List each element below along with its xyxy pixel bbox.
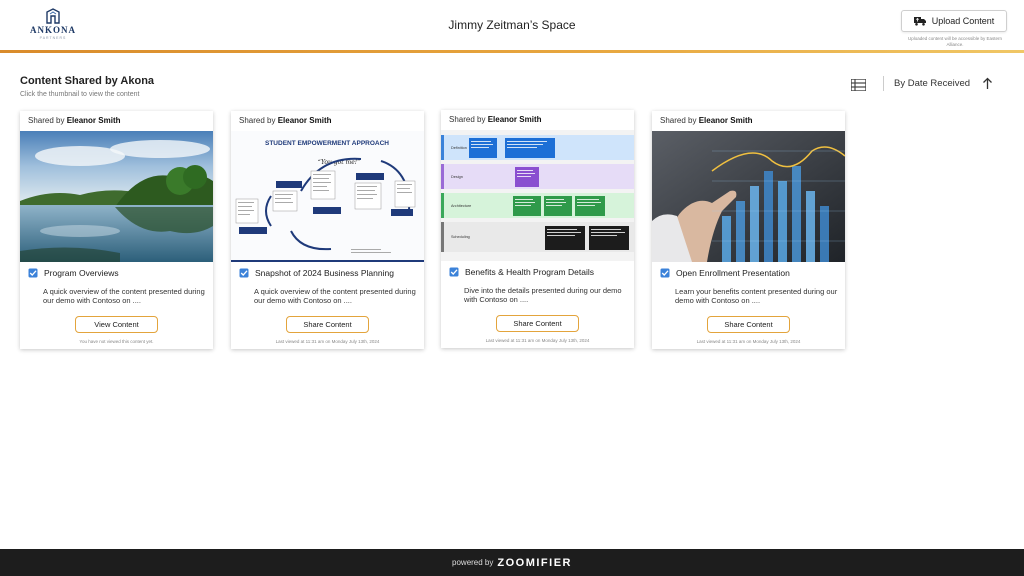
shared-by: Shared by Eleanor Smith xyxy=(239,116,332,125)
share-content-button[interactable]: Share Content xyxy=(707,316,790,333)
upload-content-label: Upload Content xyxy=(931,16,995,26)
thumbnail-heading: STUDENT EMPOWERMENT APPROACH xyxy=(265,140,389,147)
powered-by-text: powered by xyxy=(452,558,494,567)
viewed-status: Last viewed at 11:31 am on Monday July 13th, 2024 xyxy=(696,339,801,344)
content-thumbnail[interactable] xyxy=(231,131,424,262)
content-thumbnail[interactable] xyxy=(652,131,845,262)
sharer-name: Eleanor Smith xyxy=(277,116,332,125)
checkbox-checked-icon[interactable] xyxy=(449,267,459,277)
content-card[interactable] xyxy=(441,110,634,348)
zoomifier-logo[interactable]: ZOOMIFIER xyxy=(497,556,572,569)
shared-by: Shared by Eleanor Smith xyxy=(28,116,121,125)
sharer-name: Eleanor Smith xyxy=(66,116,121,125)
header-accent-line xyxy=(0,50,1024,53)
card-description: Learn your benefits content presented during our demo with Contoso on .... xyxy=(675,287,838,305)
shared-by: Shared by Eleanor Smith xyxy=(449,115,542,124)
shared-by: Shared by Eleanor Smith xyxy=(660,116,753,125)
checkbox-checked-icon[interactable] xyxy=(239,268,249,278)
card-title-row xyxy=(449,267,629,277)
logo-subtext: PARTNERS xyxy=(39,36,67,40)
card-description: A quick overview of the content presented during our demo with Contoso on .... xyxy=(43,287,205,305)
upload-note: Uploaded content will be accessible by Eastern Alliance. xyxy=(907,36,1003,47)
thumbnail-row-label: Scheduling xyxy=(451,235,470,239)
content-card[interactable] xyxy=(652,111,845,349)
thumbnail-row-label: Definition xyxy=(451,146,467,150)
content-thumbnail[interactable] xyxy=(20,131,213,262)
card-title[interactable]: Open Enrollment Presentation xyxy=(676,268,790,278)
thumbnail-quote: “You got me!” xyxy=(317,159,361,166)
viewed-status: Last viewed at 11:31 am on Monday July 13th, 2024 xyxy=(485,338,590,343)
share-content-button[interactable]: Share Content xyxy=(496,315,579,332)
content-card[interactable] xyxy=(20,111,213,349)
checkbox-checked-icon[interactable] xyxy=(28,268,38,278)
list-view-icon[interactable] xyxy=(851,78,866,96)
share-content-button[interactable]: Share Content xyxy=(286,316,369,333)
upload-truck-icon xyxy=(914,16,926,26)
content-card[interactable] xyxy=(231,111,424,349)
card-description: A quick overview of the content presented during our demo with Contoso on .... xyxy=(254,287,416,305)
section-title: Content Shared by Akona xyxy=(20,75,155,87)
card-title[interactable]: Program Overviews xyxy=(44,268,119,278)
sharer-name: Eleanor Smith xyxy=(487,115,542,124)
app-footer xyxy=(0,549,1024,576)
card-title-row xyxy=(28,268,208,278)
card-title-row xyxy=(660,268,840,278)
sharer-name: Eleanor Smith xyxy=(698,116,753,125)
content-thumbnail[interactable] xyxy=(441,130,634,261)
checkbox-checked-icon[interactable] xyxy=(660,268,670,278)
toolbar-divider xyxy=(883,76,884,91)
thumbnail-row-label: Design xyxy=(451,175,463,179)
card-title[interactable]: Benefits & Health Program Details xyxy=(465,267,594,277)
card-title[interactable]: Snapshot of 2024 Business Planning xyxy=(255,268,394,278)
viewed-status: You have not viewed this content yet. xyxy=(79,339,154,344)
card-description: Dive into the details presented during our demo with Contoso on .... xyxy=(464,286,622,304)
viewed-status: Last viewed at 11:31 am on Monday July 13th, 2024 xyxy=(275,339,380,344)
sort-dropdown[interactable]: By Date Received xyxy=(894,78,971,89)
card-title-row xyxy=(239,268,419,278)
thumbnail-row-label: Architecture xyxy=(451,204,472,208)
space-title: Jimmy Zeitman’s Space xyxy=(448,18,576,32)
arrow-up-icon[interactable] xyxy=(982,77,993,95)
upload-content-button[interactable] xyxy=(901,10,1007,32)
section-subtitle: Click the thumbnail to view the content xyxy=(20,91,140,98)
logo-text: ANKONA xyxy=(30,25,76,35)
view-content-button[interactable]: View Content xyxy=(75,316,158,333)
app-header xyxy=(0,0,1024,52)
